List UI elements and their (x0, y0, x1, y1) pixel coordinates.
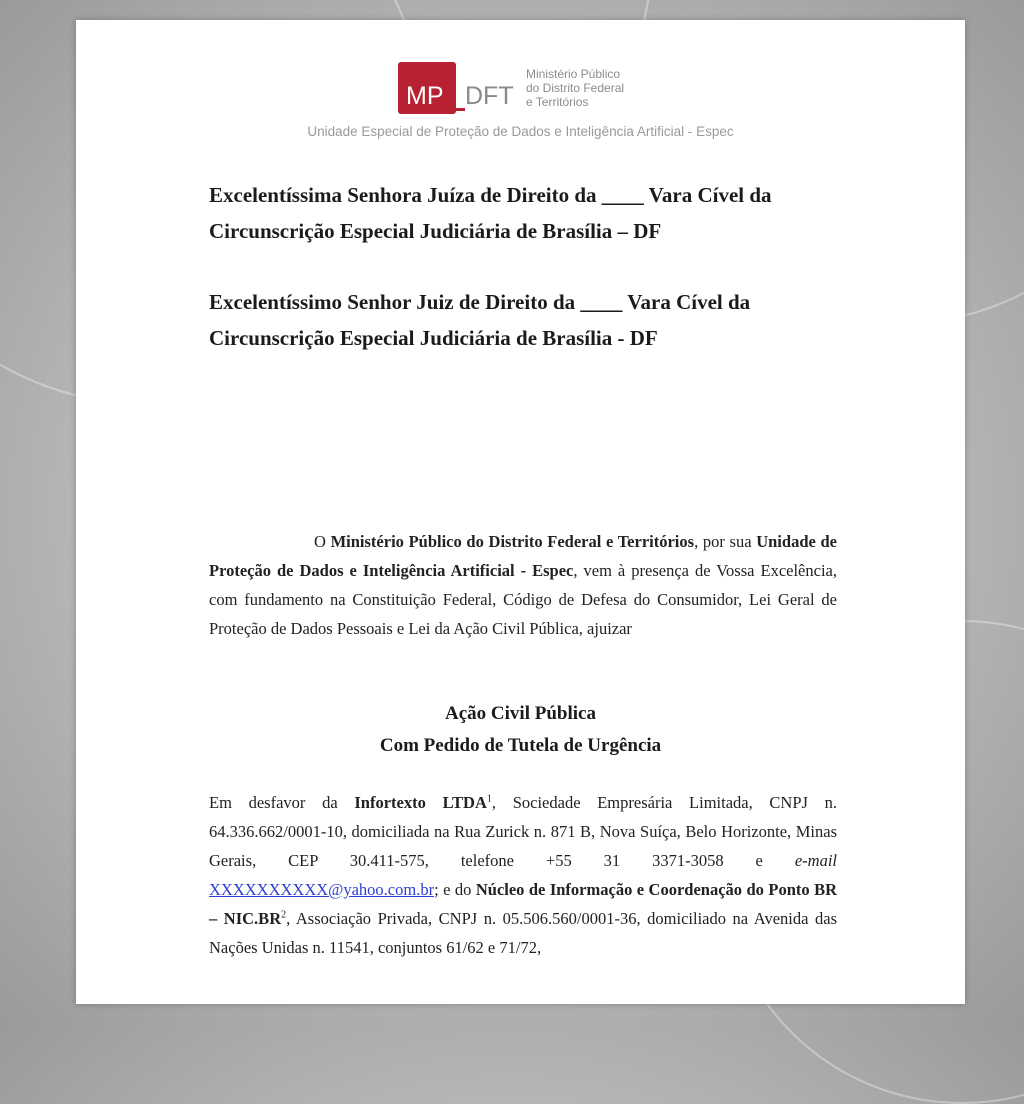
logo-mp-text: MP (406, 82, 444, 110)
defendants-paragraph: Em desfavor da Infortexto LTDA$^1$, Sociedade Empresária Limitada, CNPJ n. 64.336.662/0001-10, domiciliada na Rua Zurick n. 871 B, Nova Suíça, Belo Horizonte, Minas Gerais, CEP 30.411-575, telefone +55 31 3371-3058 e e-mail XXXXXXXXXX@yahoo.com.br; e do Núcleo de Informação e Coordenação do Ponto BR – $NIC.BR^2$, Associação Privada, CNPJ n. 05.506.560/0001-36, domiciliado na Avenida das Nações Unidas n. 11541, conjuntos 61/62 e 71/72, (209, 793, 838, 957)
intro-paragraph: O Ministério Público do Distrito Federal e Territórios, por sua Unidade de Proteção de Dados e Inteligência Artificial - Espec, vem à presença de Vossa Excelência, com fundamento na Constituição Federal, Código de Defesa do Consumidor, Lei Geral de Proteção de Dados Pessoais e Lei da Ação Civil Pública, ajuizar (209, 532, 837, 638)
document-page (76, 20, 965, 1004)
action-title: Ação Civil Pública (445, 703, 596, 724)
footnote-ref[interactable]: 2 (281, 909, 287, 921)
unit-name: Unidade Especial de Proteção de Dados e Inteligência Artificial - Espec (307, 124, 734, 139)
email-link[interactable]: XXXXXXXXXX@yahoo.com.br (209, 880, 435, 899)
logo-mark (398, 62, 514, 114)
logo-institution-name: Ministério Público do Distrito Federal e Territórios (526, 67, 625, 109)
addressee-female-judge: Excelentíssima Senhora Juíza de Direito da ____ Vara Cível da Circunscrição Especial Judiciária de Brasília – DF (209, 183, 772, 243)
action-subtitle: Com Pedido de Tutela de Urgência (379, 735, 662, 756)
addressee-male-judge: Excelentíssimo Senhor Juiz de Direito da ____ Vara Cível da Circunscrição Especial Judiciária de Brasília - DF (209, 290, 751, 350)
mpdft-logo (398, 62, 624, 114)
logo-dft-text: DFT (465, 82, 514, 110)
footnote-ref[interactable]: 1 (486, 793, 492, 805)
